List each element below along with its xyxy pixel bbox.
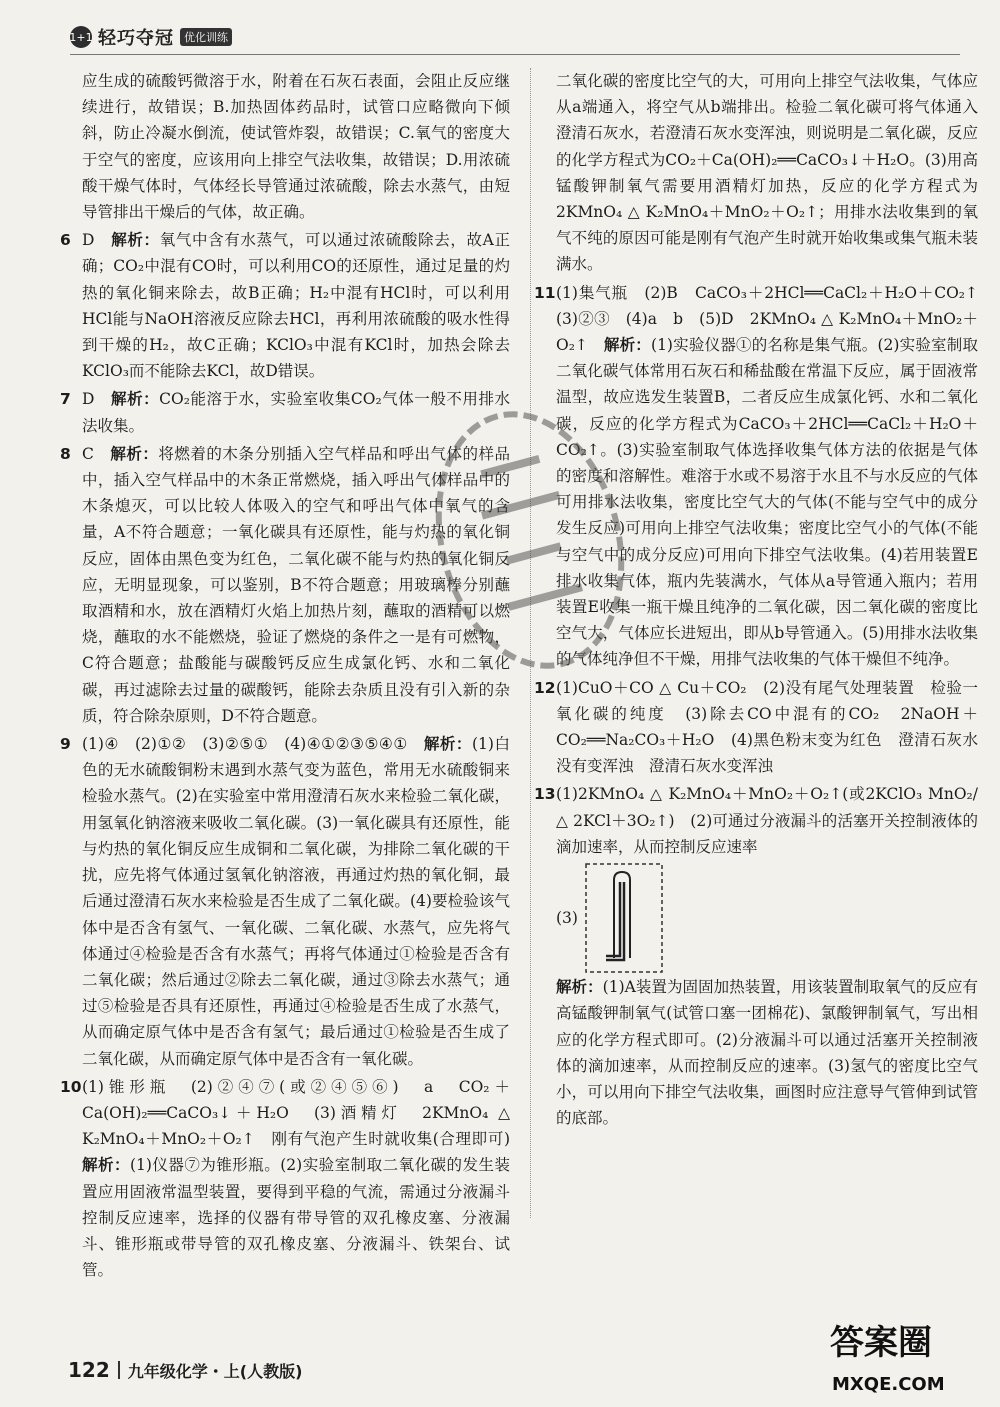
test-tube-collection-figure-icon bbox=[584, 862, 664, 974]
analysis-label: 解析： bbox=[423, 734, 472, 754]
answer-block bbox=[60, 1074, 510, 1284]
question-number: 12 bbox=[534, 678, 556, 697]
answer-text: 二氧化碳的密度比空气的大，可用向上排空气法收集，气体应从a端通入，将空气从b端排出。检验二氧化碳可将气体通入澄清石灰水，若澄清石灰水变浑浊，则说明是二氧化碳，反应的化学方程式为CO₂＋Ca(OH)₂══CaCO₃↓＋H₂O。(3)用高锰酸钾制氧气需要用酒精灯加热，反应的化学方程式为2KMnO₄ △ K₂MnO₄＋MnO₂＋O₂↑；用排水法收集到的氧气不纯的原因可能是刚有气泡产生时就开始收集或集气瓶未装满水。 bbox=[556, 72, 978, 274]
analysis-label: 解析： bbox=[82, 1155, 130, 1175]
answer-paragraph bbox=[556, 68, 978, 278]
answer-paragraph bbox=[534, 781, 978, 860]
answer-text: 将燃着的木条分别插入空气样品和呼出气体的样品中，插入空气样品中的木条正常燃烧，插入呼出气体样品中的木条熄灭，可以比较人体吸入的空气和呼出气体中氧气的含量，A不符合题意；一氧化碳具有还原性，能与灼热的氧化铜反应，固体由黑色变为红色，二氧化碳不能与灼热的氧化铜反应，无明显现象，可以鉴别，B不符合题意；用玻璃棒分别蘸取酒精和水，放在酒精灯火焰上加热片刻，蘸取的酒精可以燃烧，蘸取的水不能燃烧，验证了燃烧的条件之一是有可燃物，C符合题意；盐酸能与碳酸钙反应生成氯化钙、水和二氧化碳，再过滤除去过量的碳酸钙，能除去杂质且没有引入新的杂质，符合除杂原则，D不符合题意。 bbox=[82, 444, 510, 725]
corner-logo-url: MXQE.COM bbox=[832, 1374, 945, 1395]
footer-title: 九年级化学・上(人教版) bbox=[127, 1362, 303, 1381]
answer-text: (1)实验仪器①的名称是集气瓶。(2)实验室制取二氧化碳气体常用石灰石和稀盐酸在常温下反应，属于固液常温型，故应选发生装置B，二者反应生成氯化钙、水和二氧化碳，反应的化学方程式为CaCO₃＋2HCl══CaCl₂＋H₂O＋CO₂↑。(3)实验室制取气体选择收集气体方法的依据是气体的密度和溶解性。难溶于水或不易溶于水且不与水反应的气体可用排水法收集，密度比空气大的气体(不能与空气中的成分发生反应)可用向上排空气法收集；密度比空气小的气体(不能与空气中的成分反应)可用向下排空气法收集。(4)若用装置E排水收集气体，瓶内先装满水，气体从a导管通入瓶内；若用装置E收集一瓶干燥且纯净的二氧化碳，因二氧化碳的密度比空气大，气体应长进短出，即从b导管通入。(5)用排水法收集的气体纯净但不干燥，用排气法收集的气体干燥但不纯净。 bbox=[556, 336, 978, 669]
answer-lead: (1)④ (2)①② (3)②⑤① (4)④①②③⑤④① bbox=[82, 735, 408, 754]
answer-text: (1)白色的无水硫酸铜粉末遇到水蒸气变为蓝色，常用无水硫酸铜来检验水蒸气。(2)在实验室中常用澄清石灰水来检验二氧化碳，用氢氧化钠溶液来吸收二氧化碳。(3)一氧化碳具有还原性，能与灼热的氧化铜反应生成铜和二氧化碳，为排除二氧化碳的干扰，应先将气体通过氢氧化钠溶液，再通过灼热的氧化铜，最后通过澄清石灰水来检验是否生成了二氧化碳。(4)要检验该气体中是否含有氢气、一氧化碳、二氧化碳、水蒸气，应先将气体通过④检验是否含有水蒸气；再将气体通过①检验是否含有二氧化碳；然后通过②除去二氧化碳，通过③除去水蒸气；通过⑤检验是否具有还原性，再通过④检验是否生成了水蒸气，从而确定原气体中是否含有氢气；最后通过①检验是否生成了二氧化碳，从而确定原气体中是否含有一氧化碳。 bbox=[82, 735, 510, 1068]
question-number: 8 bbox=[60, 444, 71, 463]
question-number: 7 bbox=[60, 390, 71, 409]
answer-text: CO₂能溶于水，实验室收集CO₂气体一般不用排水法收集。 bbox=[82, 390, 510, 435]
answer-block bbox=[556, 68, 978, 278]
question-number: 10 bbox=[60, 1077, 82, 1096]
answer-text: 应生成的硫酸钙微溶于水，附着在石灰石表面，会阻止反应继续进行，故错误；B.加热固体药品时，试管口应略微向下倾斜，防止冷凝水倒流，使试管炸裂，故错误；C.氧气的密度大于空气的密度，应该用向上排空气法收集，故错误；D.用浓硫酸干燥气体时，气体经长导管通过浓硫酸，除去水蒸气，由短导管排出干燥后的气体，故正确。 bbox=[82, 72, 510, 222]
answer-lead: D bbox=[82, 390, 95, 409]
answer-circle-logo-icon bbox=[820, 1310, 970, 1400]
answer-lead: C bbox=[82, 444, 94, 463]
brand-title: 轻巧夺冠 bbox=[98, 28, 174, 49]
answer-block bbox=[556, 862, 978, 1131]
answer-paragraph bbox=[556, 974, 978, 1131]
answer-block bbox=[82, 68, 510, 225]
answer-text: (1)A装置为固固加热装置，用该装置制取氧气的反应有高锰酸钾制氧气(试管口塞一团棉花)、氯酸钾制氧气，写出相应的化学方程式即可。(2)分液漏斗可以通过活塞开关控制液体的滴加速率，从而控制反应的速率。(3)氢气的密度比空气小，可以用向下排空气法收集，画图时应注意导气管伸到试管的底部。 bbox=[556, 978, 978, 1128]
answer-text: 氧气中含有水蒸气，可以通过浓硫酸除去，故A正确；CO₂中混有CO时，可以利用CO的还原性，通过足量的灼热的氧化铜来除去，故B正确；H₂中混有HCl时，可以利用HCl能与NaOH溶液反应除去HCl，再利用浓硫酸的吸水性得到干燥的H₂，故C正确；KClO₃中混有KCl时，加热会除去KClO₃而不能除去KCl，故D错误。 bbox=[82, 231, 510, 381]
footer-divider bbox=[118, 1361, 120, 1379]
answer-text: (1)仪器⑦为锥形瓶。(2)实验室制取二氧化碳的发生装置应用固液常温型装置，要得到平稳的气流，需通过分液漏斗控制反应速率，选择的仪器有带导管的双孔橡皮塞、分液漏斗、锥形瓶或带导管的双孔橡皮塞、分液漏斗、铁架台、试管。 bbox=[82, 1156, 510, 1280]
answer-block bbox=[60, 731, 510, 1072]
analysis-label: 解析： bbox=[603, 335, 652, 355]
question-number: 9 bbox=[60, 735, 71, 754]
answer-paragraph bbox=[60, 227, 510, 384]
watermark-stamp-icon bbox=[430, 400, 630, 680]
answer-block bbox=[534, 781, 978, 860]
answer-lead: (1)集气瓶 (2)B CaCO₃＋2HCl══CaCl₂＋H₂O＋CO₂↑ (3)②③ (4)a b (5)D 2KMnO₄ △ K₂MnO₄＋MnO₂＋O₂↑ bbox=[556, 283, 994, 355]
answer-paragraph bbox=[534, 675, 978, 780]
analysis-label: 解析： bbox=[556, 977, 603, 997]
answer-lead: (1)CuO＋CO △ Cu＋CO₂ (2)没有尾气处理装置 检验一氧化碳的纯度 (3)除去CO中混有的CO₂ 2NaOH＋CO₂══Na₂CO₃＋H₂O (4)黑色粉末变为红色 澄清石灰水没有变浑浊 澄清石灰水变浑浊 bbox=[556, 678, 978, 776]
header bbox=[70, 22, 232, 52]
question-number: 13 bbox=[534, 785, 556, 804]
analysis-label: 解析： bbox=[111, 389, 160, 409]
brand-logo-icon: 1+1 bbox=[70, 26, 92, 48]
answer-paragraph bbox=[82, 68, 510, 225]
footer bbox=[68, 1358, 302, 1382]
question-number: 6 bbox=[60, 231, 71, 250]
answer-block bbox=[60, 227, 510, 384]
header-rule bbox=[70, 54, 960, 55]
answer-lead: (1)锥形瓶 (2)②④⑦(或②④⑤⑥) a CO₂＋Ca(OH)₂══CaCO₃↓＋H₂O (3)酒精灯 2KMnO₄ △ K₂MnO₄＋MnO₂＋O₂↑ 刚有气泡产生时就收集(合理即可) bbox=[82, 1077, 510, 1149]
page-number: 122 bbox=[68, 1358, 110, 1382]
analysis-label: 解析： bbox=[111, 230, 160, 250]
answer-paragraph bbox=[60, 1074, 510, 1284]
corner-logo-text: 答案圈 bbox=[830, 1323, 932, 1363]
answer-block bbox=[534, 675, 978, 780]
question-number: 11 bbox=[534, 283, 556, 302]
answer-lead: (1)2KMnO₄ △ K₂MnO₄＋MnO₂＋O₂↑(或2KClO₃ MnO₂/△ 2KCl＋3O₂↑) (2)可通过分液漏斗的活塞开关控制液体的滴加速率，从而控制反应速率 bbox=[556, 785, 978, 856]
figure-label: (3) bbox=[556, 908, 578, 927]
analysis-label: 解析： bbox=[110, 443, 159, 463]
brand-subtitle: 优化训练 bbox=[180, 28, 232, 46]
answer-paragraph bbox=[60, 731, 510, 1072]
figure-row bbox=[556, 862, 978, 974]
answer-lead: D bbox=[82, 231, 95, 250]
